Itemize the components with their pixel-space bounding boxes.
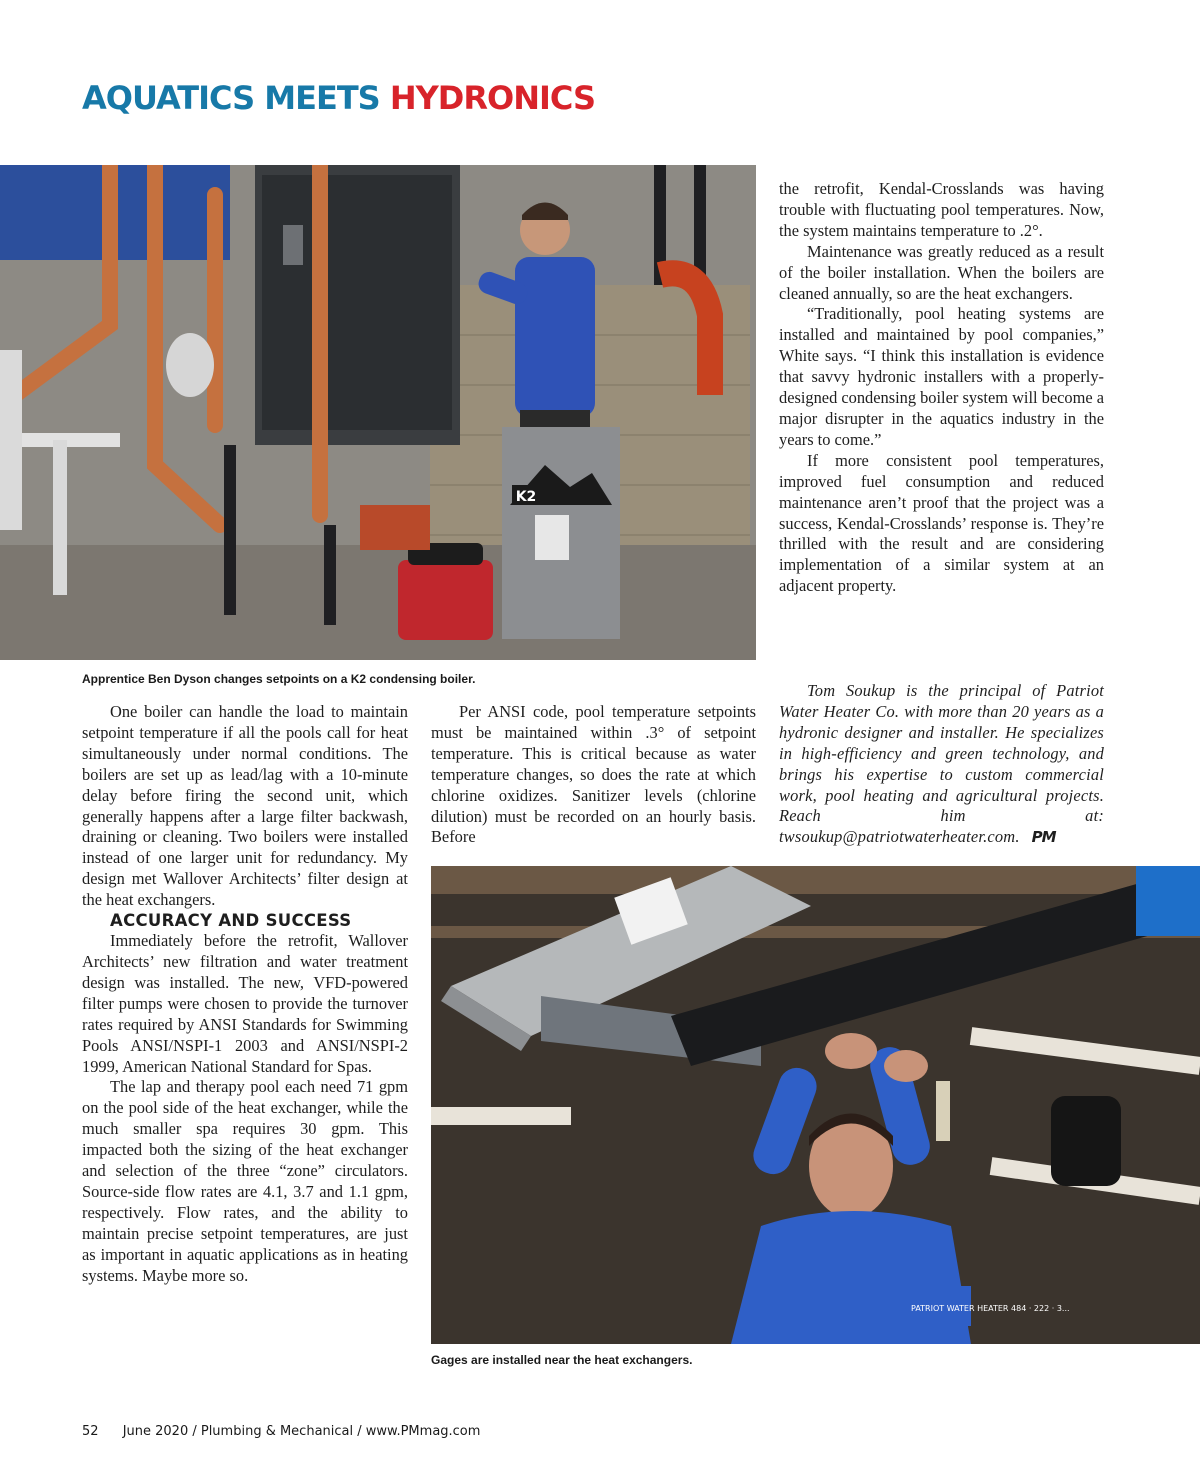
page-footer: [82, 1424, 480, 1442]
footer-publication: June 2020 / Plumbing & Mechanical / www.PMmag.com: [122, 1424, 481, 1439]
paragraph: Per ANSI code, pool temperature setpoints must be maintained within .3° of setpoint temperature. This is critical because as water temperature changes, so does the rate at which chlorine oxidizes. Sanitizer levels (chlorine dilution) must be recorded on an hourly basis. Before: [431, 702, 756, 847]
k2-logo: K2: [515, 489, 537, 505]
header-title-part2: HYDRONICS: [389, 79, 595, 117]
author-bio-text: Tom Soukup is the principal of Patriot Water Heater Co. with more than 20 years as a hydronic designer and installer. He specializes in high-efficiency and green technology, and brings his expertise to custom commercial work, pool heating and agricultural projects. Reach him at: twsoukup@patriotwaterheater.com.: [779, 681, 1104, 847]
paragraph: Immediately before the retrofit, Wallover Architects’ new filtration and water treatment design was installed. The new, VFD-powered filter pumps were chosen to provide the turnover rates required by ANSI Standards for Swimming Pools ANSI/NSPI-1 2003 and ANSI/NSPI-2 1999, American National Standard for Spas.: [82, 931, 408, 1076]
page-number: 52: [82, 1424, 99, 1439]
left-column-text: [82, 702, 408, 1286]
paragraph: Maintenance was greatly reduced as a result of the boiler installation. When the boilers are cleaned annually, so are the heat exchangers.: [779, 241, 1104, 303]
boiler-room-photo: [0, 165, 756, 660]
section-subhead: ACCURACY AND SUCCESS: [110, 911, 352, 931]
paragraph: One boiler can handle the load to maintain setpoint temperature if all the pools call for heat simultaneously under normal conditions. The boilers are set up as lead/lag with a 10-minute delay before firing the second unit, which generally happens after a large filter backwash, draining or cleaning. Two boilers were installed instead of one larger unit for redundancy. My design met Wallover Architects’ filter design at the heat exchangers.: [82, 702, 408, 910]
author-bio: [779, 681, 1104, 848]
section-header: [82, 74, 782, 122]
header-title-part1: AQUATICS MEETS: [82, 79, 380, 117]
photo1-caption: Apprentice Ben Dyson changes setpoints on a K2 condensing boiler.: [82, 672, 476, 686]
right-column-text: [779, 179, 1104, 597]
gages-photo: [431, 866, 1200, 1344]
paragraph: the retrofit, Kendal-Crosslands was having trouble with fluctuating pool temperatures. Now, the system maintains temperature to .2°.: [779, 179, 1104, 240]
paragraph: “Traditionally, pool heating systems are installed and maintained by pool companies,” White says. “I think this installation is evidence that savvy hydronic installers with a properly-designed condensing boiler system will become a major disrupter in the aquatics industry in the years to come.”: [779, 304, 1105, 449]
shirt-logo-text: PATRIOT WATER HEATER 484 · 222 · 3...: [911, 1304, 1070, 1313]
paragraph: The lap and therapy pool each need 71 gpm on the pool side of the heat exchanger, while the much smaller spa requires 30 gpm. This impacted both the sizing of the heat exchanger and selection of the three “zone” circulators. Source-side flow rates are 4.1, 3.7 and 1.1 gpm, respectively. Flow rates, and the ability to maintain precise setpoint temperatures, are just as important in aquatic applications as in heating systems. Maybe more so.: [82, 1077, 408, 1285]
pm-logo: PM: [1031, 828, 1056, 847]
middle-column-text: [431, 702, 756, 848]
paragraph: If more consistent pool temperatures, improved fuel consumption and reduced maintenance aren’t proof that the project was a success, Kendal-Crosslands’ response is. They’re thrilled with the result and are considering implementation of a similar system at an adjacent property.: [779, 450, 1104, 596]
photo2-caption: Gages are installed near the heat exchangers.: [431, 1353, 693, 1367]
